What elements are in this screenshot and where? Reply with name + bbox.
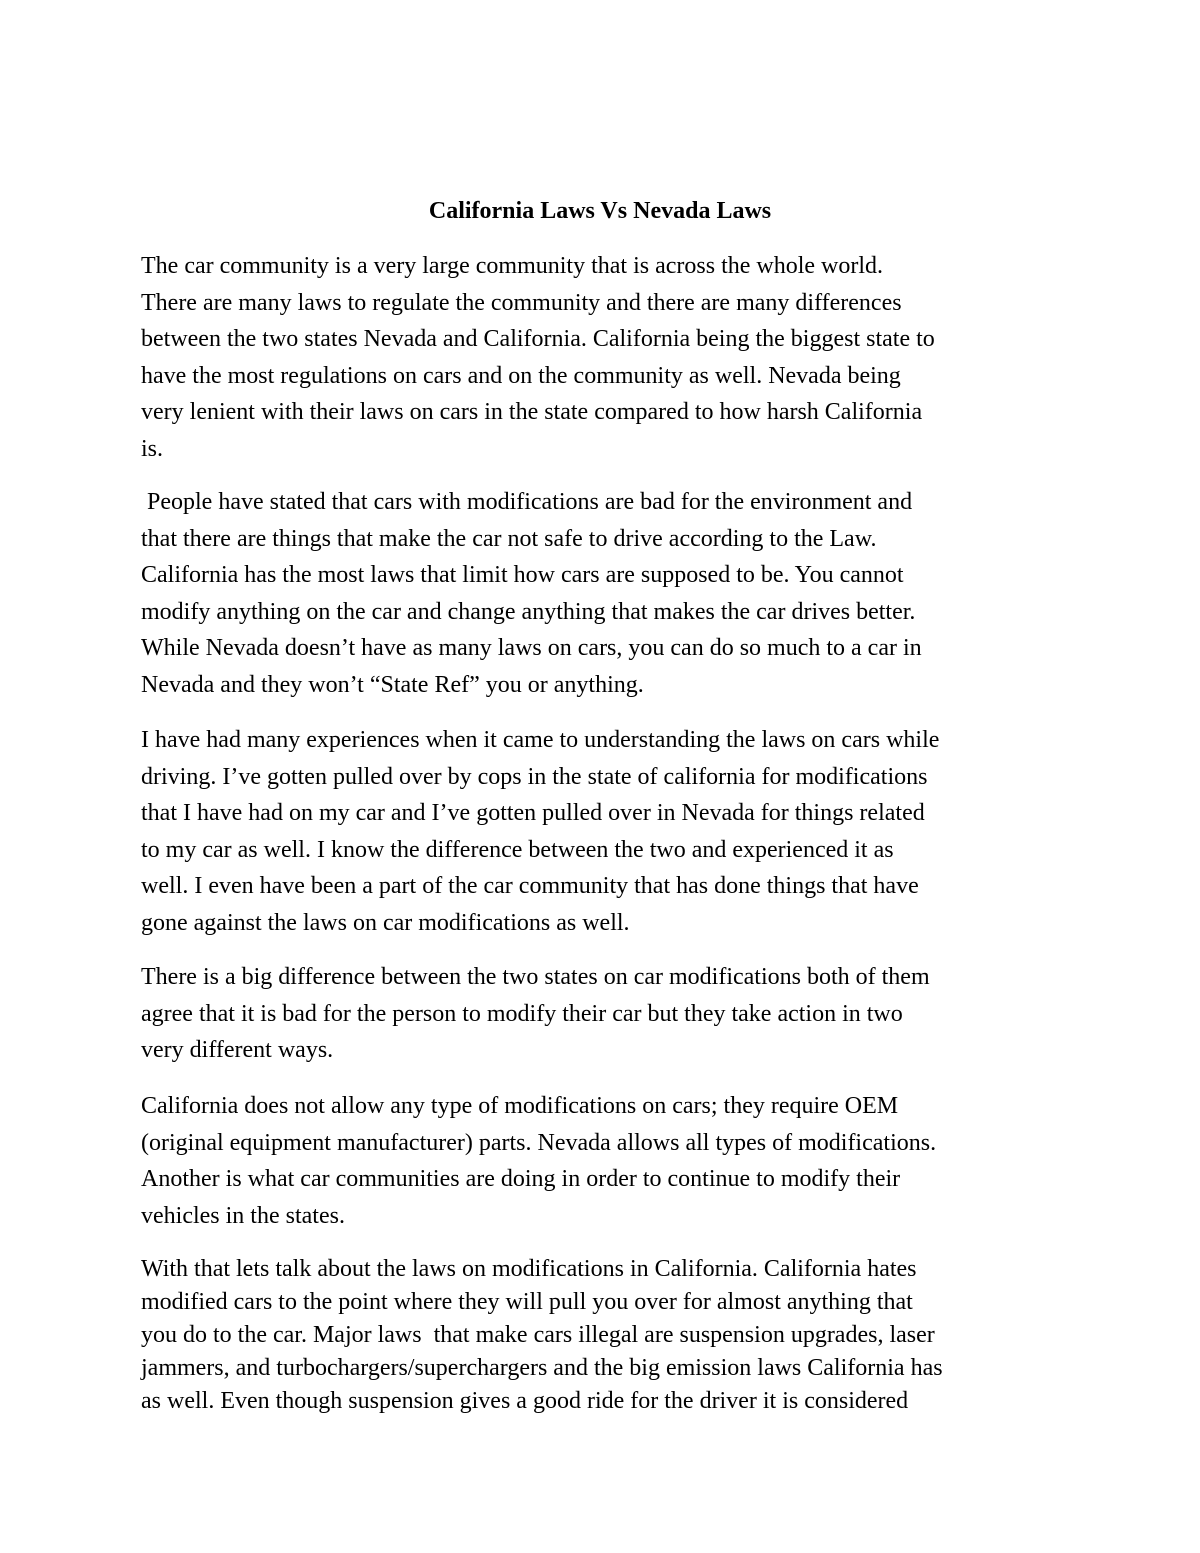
paragraph-experiences bbox=[141, 722, 1101, 941]
text-line: (original equipment manufacturer) parts. Nevada allows all types of modifications. bbox=[141, 1129, 937, 1156]
text-line: as well. Even though suspension gives a good ride for the driver it is considered bbox=[141, 1388, 909, 1414]
paragraph-california-laws bbox=[141, 1253, 1101, 1418]
text-line: The car community is a very large community that is across the whole world. bbox=[141, 253, 884, 279]
text-line: vehicles in the states. bbox=[141, 1202, 345, 1229]
text-line: California has the most laws that limit how cars are supposed to be. You cannot bbox=[141, 562, 904, 588]
text-line: that I have had on my car and I’ve gotten pulled over in Nevada for things related bbox=[141, 800, 925, 826]
text-line: Nevada and they won’t “State Ref” you or anything. bbox=[141, 671, 644, 698]
text-line: is. bbox=[141, 435, 164, 462]
text-line: While Nevada doesn’t have as many laws on cars, you can do so much to a car in bbox=[141, 635, 922, 661]
text-line: People have stated that cars with modifications are bad for the environment and bbox=[141, 489, 913, 515]
text-line: Another is what car communities are doing in order to continue to modify their bbox=[141, 1166, 901, 1192]
text-line: California does not allow any type of modifications on cars; they require OEM bbox=[141, 1093, 899, 1119]
document-title: California Laws Vs Nevada Laws bbox=[428, 198, 772, 224]
text-line: driving. I’ve gotten pulled over by cops in the state of california for modifications bbox=[141, 763, 928, 790]
text-line: modified cars to the point where they will pull you over for almost anything that bbox=[141, 1289, 913, 1315]
text-line: There are many laws to regulate the community and there are many differences bbox=[141, 289, 902, 316]
text-line: With that lets talk about the laws on modifications in California. California hates bbox=[141, 1256, 917, 1282]
text-line: There is a big difference between the two states on car modifications both of them bbox=[141, 964, 930, 990]
text-line: well. I even have been a part of the car community that has done things that have bbox=[141, 873, 919, 899]
text-line: gone against the laws on car modifications as well. bbox=[141, 909, 630, 936]
text-line: jammers, and turbochargers/superchargers and the big emission laws California has bbox=[141, 1355, 943, 1381]
text-line: to my car as well. I know the difference between the two and experienced it as bbox=[141, 836, 894, 863]
text-line: between the two states Nevada and California. California being the biggest state to bbox=[141, 326, 935, 352]
paragraph-oem bbox=[141, 1088, 1101, 1234]
text-line: modify anything on the car and change anything that makes the car drives better. bbox=[141, 598, 916, 625]
paragraph-intro bbox=[141, 248, 1101, 467]
paragraph-difference bbox=[141, 959, 1101, 1069]
text-line: very different ways. bbox=[141, 1037, 334, 1063]
text-line: that there are things that make the car not safe to drive according to the Law. bbox=[141, 525, 877, 552]
text-line: agree that it is bad for the person to modify their car but they take action in two bbox=[141, 1000, 903, 1027]
text-line: very lenient with their laws on cars in the state compared to how harsh California bbox=[141, 399, 923, 425]
text-line: I have had many experiences when it came to understanding the laws on cars while bbox=[141, 727, 940, 753]
text-line: have the most regulations on cars and on the community as well. Nevada being bbox=[141, 362, 901, 389]
paragraph-environment bbox=[141, 484, 1101, 703]
text-line: you do to the car. Major laws that make cars illegal are suspension upgrades, laser bbox=[141, 1322, 935, 1348]
